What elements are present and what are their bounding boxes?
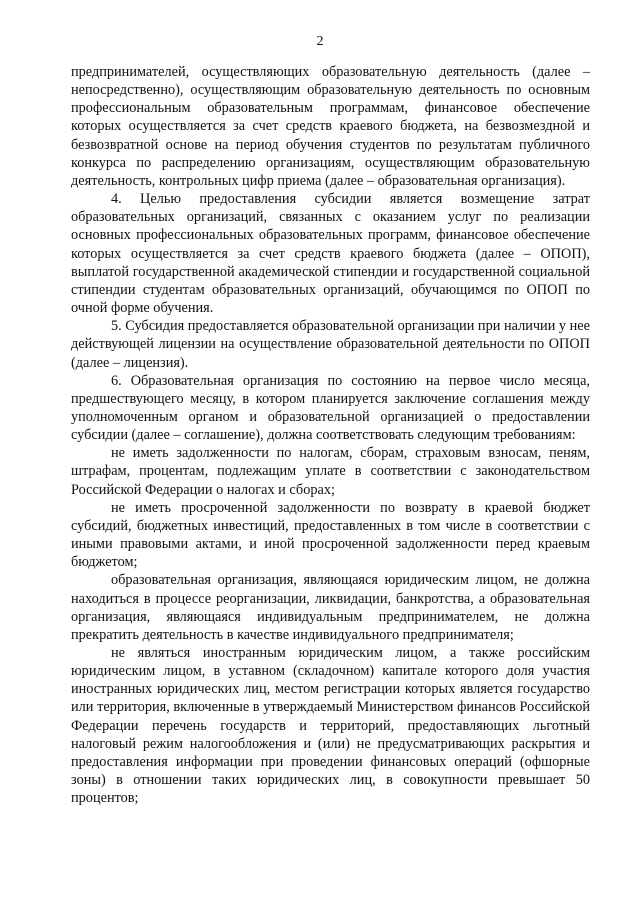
- paragraph: 4. Целью предоставления субсидии является возмещение затрат образовательных организаций, связанных с оказанием услуг по реализации основных профессиональных образовательных программ, финансовое обеспечение которых осуществляется за счет средств краевого бюджета (далее – ОПОП), выплатой государственной академической стипендии и государственной социальной стипендии студентам образовательных организаций, обучающимся по ОПОП по очной форме обучения.: [71, 191, 590, 317]
- paragraph: 5. Субсидия предоставляется образовательной организации при наличии у нее действующей лицензии на осуществление образовательной деятельности по ОПОП (далее – лицензия).: [71, 318, 591, 371]
- paragraph: не являться иностранным юридическим лицом, а также российским юридическим лицом, в уставном (складочном) капитале которого доля участия иностранных юридических лиц, местом регистрации которых является государство или территория, включенные в утверждаемый Министерством финансов Российской Федерации перечень государств и территорий, предоставляющих льготный налоговый режим налогообложения и (или) не предусматривающих раскрытия и предоставления информации при проведении финансовых операций (офшорные зоны) в отношении таких юридических лиц, в совокупности превышает 50 процентов;: [71, 645, 590, 807]
- paragraph: предпринимателей, осуществляющих образовательную деятельность (далее – непосредственно), осуществляющим образовательную деятельность по основным профессиональным образовательным программам, финансовое обеспечение которых осуществляется за счет средств краевого бюджета, на безвозмездной и безвозвратной основе на период обучения студентов по результатам публичного конкурса по распределению организациям, осуществляющим образовательную деятельность, контрольных цифр приема (далее – образовательная организация).: [71, 64, 590, 189]
- paragraph: образовательная организация, являющаяся юридическим лицом, не должна находиться в процессе реорганизации, ликвидации, банкротства, а образовательная организация, являющаяся индивидуальным предпринимателем, не должна прекратить деятельность в качестве индивидуального предпринимателя;: [71, 572, 590, 643]
- document-body: [71, 63, 590, 807]
- paragraph: не иметь задолженности по налогам, сборам, страховым взносам, пеням, штрафам, процентам, подлежащим уплате в соответствии с законодательством Российской Федерации о налогах и сборах;: [71, 445, 590, 498]
- page-number: 2: [316, 34, 324, 49]
- paragraph: не иметь просроченной задолженности по возврату в краевой бюджет субсидий, бюджетных инвестиций, предоставленных в том числе в соответствии с иными правовыми актами, и иной просроченной задолженности перед краевым бюджетом;: [71, 499, 590, 571]
- paragraph: 6. Образовательная организация по состоянию на первое число месяца, предшествующего месяцу, в котором планируется заключение соглашения между уполномоченным органом и образовательной организацией о предоставлении субсидии (далее – соглашение), должна соответствовать следующим требованиям:: [71, 372, 590, 444]
